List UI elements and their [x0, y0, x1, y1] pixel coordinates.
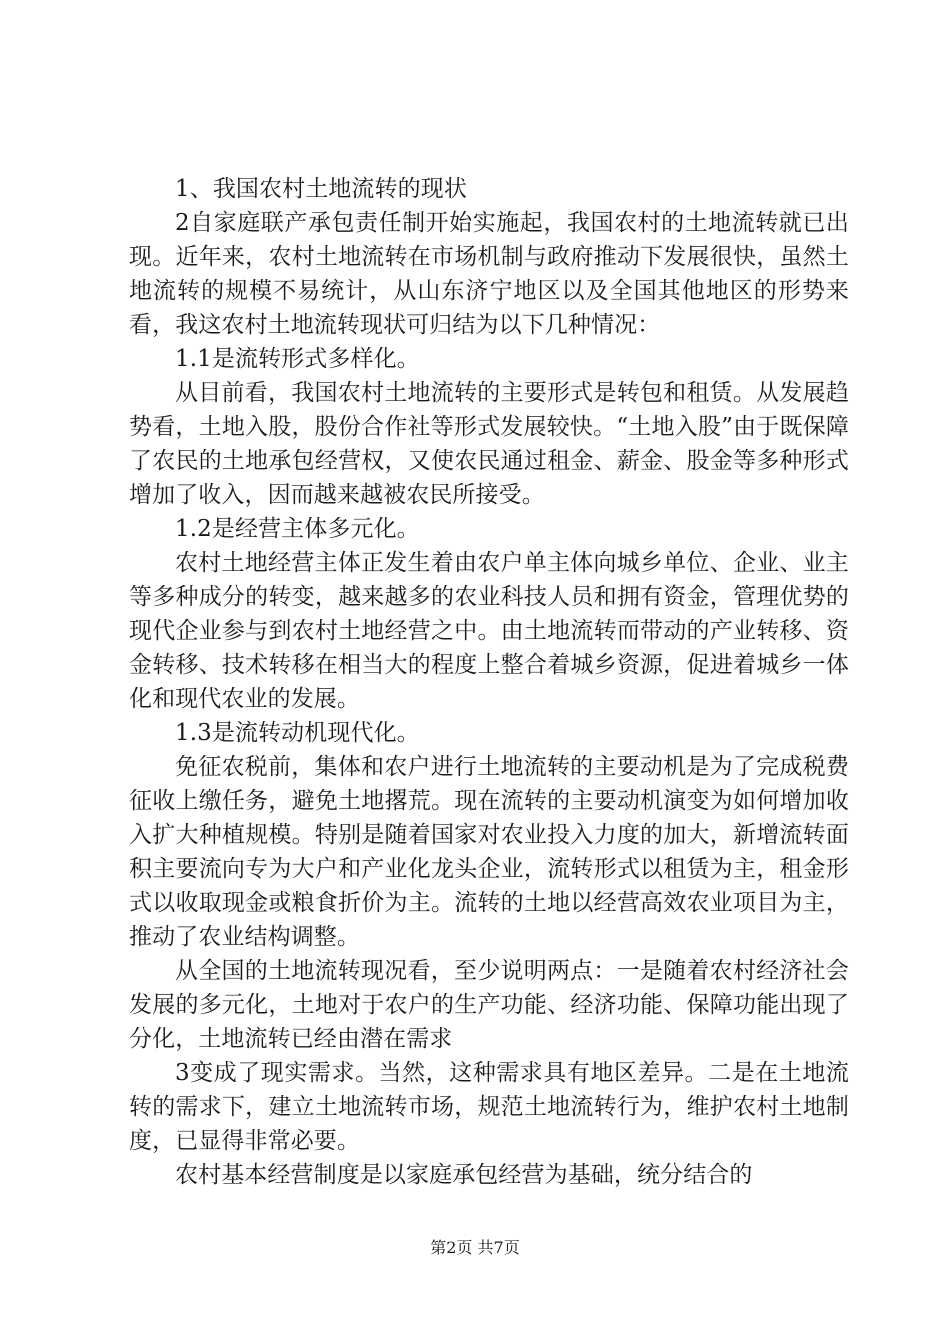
paragraph: 3变成了现实需求。当然，这种需求具有地区差异。二是在土地流转的需求下，建立土地流转市场，规范土地流转行为，维护农村土地制度，已显得非常必要。: [129, 1060, 849, 1154]
subsection-heading: 1.3是流转动机现代化。: [175, 720, 420, 746]
page-number-footer: 第2页 共7页: [430, 1238, 520, 1257]
paragraph: 农村基本经营制度是以家庭承包经营为基础，统分结合的: [175, 1162, 753, 1188]
document-body: [129, 172, 849, 1192]
subsection-heading: 1.2是经营主体多元化。: [175, 516, 420, 542]
section-heading: 1、我国农村土地流转的现状: [175, 176, 467, 202]
subsection-heading: 1.1是流转形式多样化。: [175, 346, 420, 372]
paragraph: 2自家庭联产承包责任制开始实施起，我国农村的土地流转就已出现。近年来，农村土地流转在市场机制与政府推动下发展很快，虽然土地流转的规模不易统计，从山东济宁地区以及全国其他地区的形势来看，我这农村土地流转现状可归结为以下几种情况：: [129, 210, 849, 338]
paragraph: 从目前看，我国农村土地流转的主要形式是转包和租赁。从发展趋势看，土地入股，股份合作社等形式发展较快。“土地入股”由于既保障了农民的土地承包经营权，又使农民通过租金、薪金、股金等多种形式增加了收入，因而越来越被农民所接受。: [129, 380, 849, 508]
paragraph: 从全国的土地流转现况看，至少说明两点：一是随着农村经济社会发展的多元化，土地对于农户的生产功能、经济功能、保障功能出现了分化，土地流转已经由潜在需求: [129, 958, 849, 1052]
paragraph: 农村土地经营主体正发生着由农户单主体向城乡单位、企业、业主等多种成分的转变，越来越多的农业科技人员和拥有资金，管理优势的现代企业参与到农村土地经营之中。由土地流转而带动的产业转移、资金转移、技术转移在相当大的程度上整合着城乡资源，促进着城乡一体化和现代农业的发展。: [129, 550, 849, 712]
paragraph: 免征农税前，集体和农户进行土地流转的主要动机是为了完成税费征收上缴任务，避免土地撂荒。现在流转的主要动机演变为如何增加收入扩大种植规模。特别是随着国家对农业投入力度的加大，新增流转面积主要流向专为大户和产业化龙头企业，流转形式以租赁为主，租金形式以收取现金或粮食折价为主。流转的土地以经营高效农业项目为主，推动了农业结构调整。: [129, 754, 849, 950]
